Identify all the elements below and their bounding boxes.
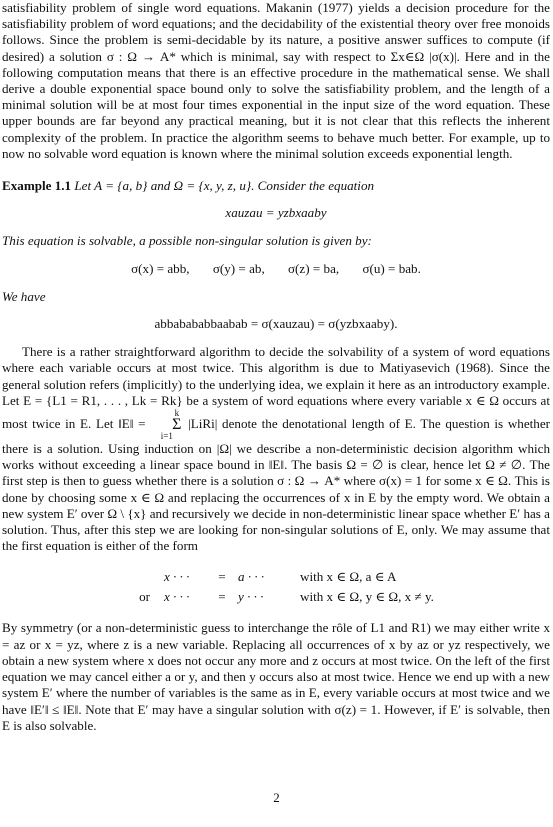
sum-upper: k bbox=[174, 408, 180, 419]
paper-page bbox=[2, 0, 550, 734]
sum-lower: i=1 bbox=[160, 431, 173, 442]
main-paragraph bbox=[2, 344, 550, 554]
example-text: Let A = {a, b} and Ω = {x, y, z, u}. Consider the equation bbox=[74, 178, 375, 194]
main-paragraph-part2: |LiRi| denote the denotational length of E. The question is whether there is a solution. Using induction on |Ω| we describe a non-deterministic decision algorithm which works without exceeding a linear space bound in ‖E‖. The basis Ω = ∅ is clear, hence let Ω ≠ ∅. The first step is then to guess whether there is a solution σ : Ω → A* where σ(x) = 1 for some x ∈ Ω. This is done by choosing some x ∈ Ω and replacing the occurrences of x in E by the empty word. We obtain a new system E′ over Ω \ {x} and recursively we decide in non-deterministic linear space whether E′ has a solution. Thus, after this step we are looking for non-singular solutions of E, only. We may assume that the first equation is either of the form bbox=[2, 416, 550, 554]
solution-x: σ(x) = abb, bbox=[131, 260, 190, 276]
case-lead bbox=[2, 567, 164, 587]
main-paragraph-part1: There is a rather straightforward algorithm to decide the solvability of a system of word equations where each variable occurs at most twice. This algorithm is due to Matiyasevich (1968). Since the general solution refers (implicitly) to the underlying idea, we explain it here as an introductory example. Let E = {L1 = R1, . . . , Lk = Rk} be a system of word equations where every variable x ∈ Ω occurs at most twice in E. Let ‖E‖ = bbox=[2, 344, 550, 432]
solution-z: σ(z) = ba, bbox=[288, 260, 340, 276]
example-statement bbox=[2, 178, 550, 194]
case-row bbox=[2, 567, 550, 587]
example-label: Example 1.1 bbox=[2, 178, 72, 194]
solution-u: σ(u) = bab. bbox=[362, 260, 421, 276]
case-rhs: a · · · bbox=[238, 569, 265, 585]
case-row bbox=[2, 587, 550, 607]
solvable-text: This equation is solvable, a possible non-singular solution is given by: bbox=[2, 233, 372, 249]
equation-cases bbox=[2, 567, 550, 607]
sum-symbol: Σ bbox=[172, 416, 182, 434]
case-eq: = bbox=[218, 569, 226, 585]
case-rhs: y · · · bbox=[238, 589, 264, 605]
case-lhs: x · · · bbox=[164, 589, 190, 605]
case-lhs: x · · · bbox=[164, 569, 190, 585]
case-condition: with x ∈ Ω, y ∈ Ω, x ≠ y. bbox=[300, 589, 434, 605]
solution-line bbox=[2, 261, 550, 277]
case-condition: with x ∈ Ω, a ∈ A bbox=[300, 569, 397, 585]
summation bbox=[152, 409, 181, 441]
final-paragraph: By symmetry (or a non-deterministic guess to interchange the rôle of L1 and R1) we may either write x = az or x = yz, where z is a new variable. Replacing all occurrences of x by az or yz respectively, we obtain a new system where x does not occur any more and z occurs at most twice. On the left of the first equation we may cancel either a or y, and then y occurs also at most twice. Hence we end up with a new system E′ where the number of variables is the same as in E, every variable occurs at most twice and we have ‖E′‖ ≤ ‖E‖. Note that E′ may have a singular solution with σ(z) = 1. However, if E′ is solvable, then E is also solvable. bbox=[2, 620, 550, 733]
we-have-text: We have bbox=[2, 288, 46, 304]
case-lead: or bbox=[139, 589, 150, 605]
example-equation: xauzau = yzbxaaby bbox=[225, 205, 327, 221]
case-eq: = bbox=[218, 589, 226, 605]
solution-y: σ(y) = ab, bbox=[212, 260, 265, 276]
identity-equation: abbabababbaabab = σ(xauzau) = σ(yzbxaaby). bbox=[154, 316, 398, 332]
page-number: 2 bbox=[273, 790, 280, 805]
intro-paragraph: satisfiability problem of single word equations. Makanin (1977) yields a decision procedure for the satisfiability problem of word equations; and the decidability of the existential theory over free monoids follows. Since the problem is semi-decidable by its nature, a positive answer suffices to compute (if desired) a solution σ : Ω → A* which is minimal, say with respect to Σx∈Ω |σ(x)|. Here and in the following computation means that there is an effective procedure in the mathematical sense. We shall derive a double exponential space bound only to solve the satisfiability problem, and the length of a minimal solution will be at most four times exponential in the input size of the word equation. These upper bounds are far beyond any practical meaning, but it is not clear that this reflects the inherent complexity of the problem. In practice the algorithm seems to behave much better. For example, up to now no solvable word equation is known where the minimal solution exceeds exponential length. bbox=[2, 0, 550, 161]
